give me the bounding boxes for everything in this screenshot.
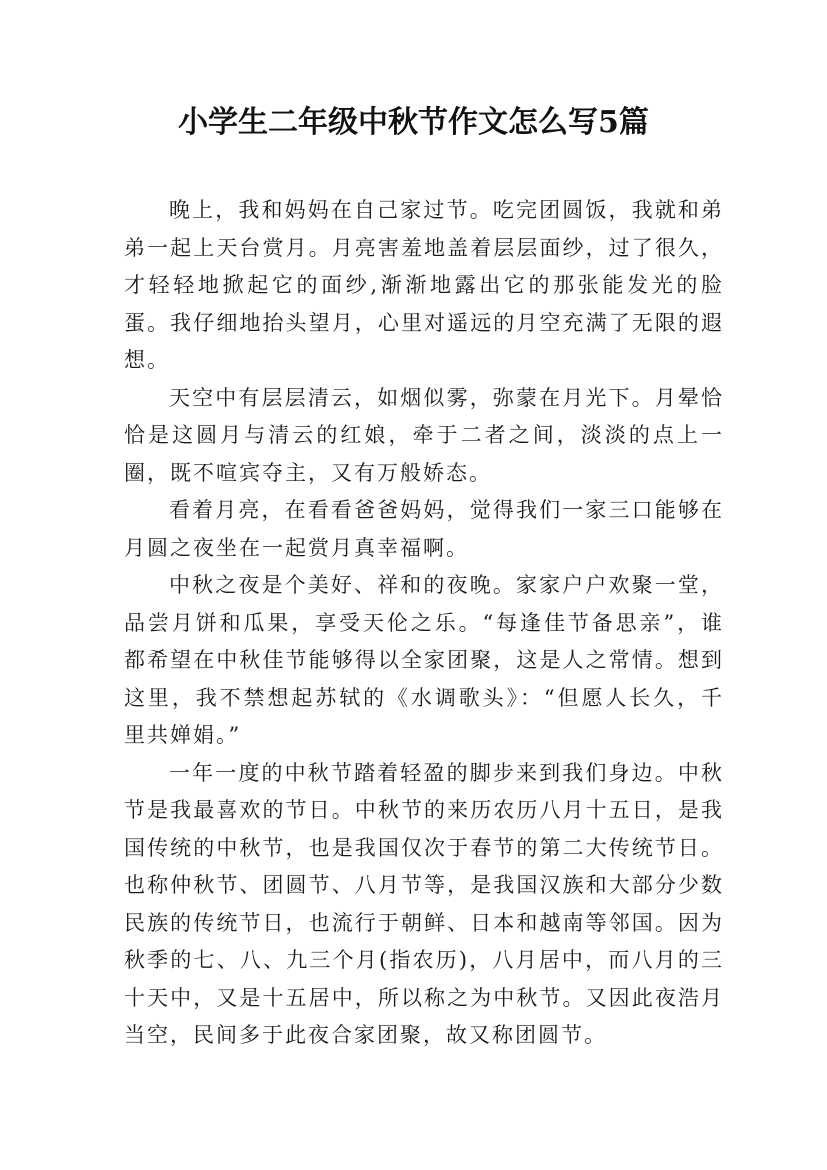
document-body	[124, 192, 724, 1055]
paragraph-3: 看着月亮，在看看爸爸妈妈，觉得我们一家三口能够在月圆之夜坐在一起赏月真幸福啊。	[124, 498, 724, 560]
document-title: 小学生二年级中秋节作文怎么写5篇	[178, 105, 649, 140]
paragraph-4: 中秋之夜是个美好、祥和的夜晚。家家户户欢聚一堂，品尝月饼和瓜果，享受天伦之乐。“每逢佳节备思亲”，谁都希望在中秋佳节能够得以全家团聚，这是人之常情。想到这里，我不禁想起苏轼的《水调歌头》：“但愿人长久，千里共婵娟。”	[124, 573, 724, 747]
paragraph-5: 一年一度的中秋节踏着轻盈的脚步来到我们身边。中秋节是我最喜欢的节日。中秋节的来历农历八月十五日，是我国传统的中秋节，也是我国仅次于春节的第二大传统节日。也称仲秋节、团圆节、八月节等，是我国汉族和大部分少数民族的传统节日，也流行于朝鲜、日本和越南等邻国。因为秋季的七、八、九三个月(指农历)，八月居中，而八月的三十天中，又是十五居中，所以称之为中秋节。又因此夜浩月当空，民间多于此夜合家团聚，故又称团圆节。	[124, 760, 724, 1047]
paragraph-2: 天空中有层层清云，如烟似雾，弥蒙在月光下。月晕恰恰是这圆月与清云的红娘，牵于二者之间，淡淡的点上一圈，既不喧宾夺主，又有万般娇态。	[124, 385, 724, 485]
paragraph-1: 晚上，我和妈妈在自己家过节。吃完团圆饭，我就和弟弟一起上天台赏月。月亮害羞地盖着层层面纱，过了很久，才轻轻地掀起它的面纱,渐渐地露出它的那张能发光的脸蛋。我仔细地抬头望月，心里对遥远的月空充满了无限的遐想。	[124, 198, 724, 372]
